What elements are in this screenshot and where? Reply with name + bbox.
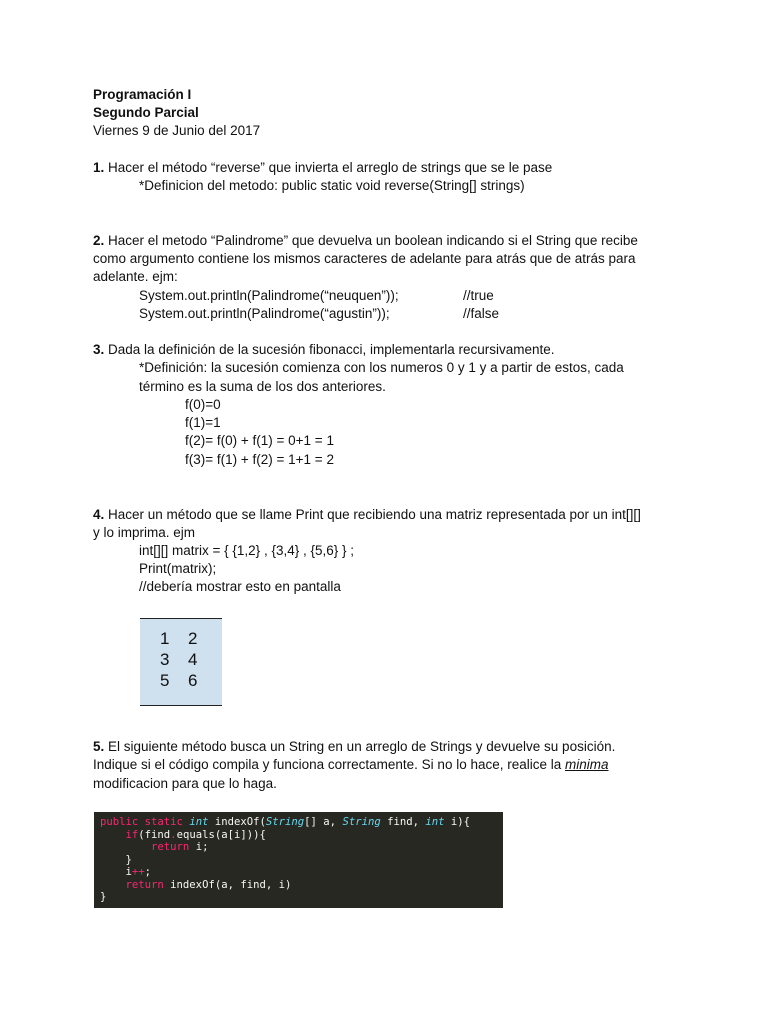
fibonacci-f3: f(3)= f(1) + f(2) = 1+1 = 2 <box>185 452 334 467</box>
course-title: Programación I <box>93 87 192 102</box>
code-line-2: if(find.equals(a[i])){ <box>125 828 266 841</box>
code-line-3: return i; <box>151 841 209 853</box>
palindrome-example-1-comment: //true <box>463 288 494 303</box>
exam-date: Viernes 9 de Junio del 2017 <box>93 123 261 138</box>
matrix-code-3: //debería mostrar esto en pantalla <box>139 579 341 594</box>
question-2-line-2: como argumento contiene los mismos caracteres de adelante para atrás que de atrás para <box>93 251 636 266</box>
code-line-1: public static int indexOf(String[] a, String find, int i){ <box>100 816 471 828</box>
matrix-output <box>140 618 222 706</box>
matrix-code-2: Print(matrix); <box>139 561 217 576</box>
question-1-definition: *Definicion del metodo: public static void reverse(String[] strings) <box>139 178 525 193</box>
matrix-code-1: int[][] matrix = { {1,2} , {3,4} , {5,6} } ; <box>139 543 355 558</box>
exam-title: Segundo Parcial <box>93 105 199 120</box>
matrix-cell: 2 <box>188 629 198 648</box>
matrix-cell: 5 <box>160 671 170 690</box>
palindrome-example-1: System.out.println(Palindrome(“neuquen”)); <box>139 288 399 303</box>
code-line-6: return indexOf(a, find, i) <box>125 878 292 891</box>
question-4-line-2: y lo imprima. ejm <box>93 525 196 540</box>
question-5: 5. El siguiente método busca un String en un arreglo de Strings y devuelve su posición. <box>93 739 616 754</box>
question-2-line-3: adelante. ejm: <box>93 269 178 284</box>
palindrome-example-2-comment: //false <box>463 306 500 321</box>
code-line-4: } <box>125 853 132 866</box>
question-5-line-2: Indique si el código compila y funciona correctamente. Si no lo hace, realice la minima <box>93 757 609 772</box>
question-5-line-3: modificacion para que lo haga. <box>93 776 277 791</box>
fibonacci-f0: f(0)=0 <box>185 397 221 412</box>
code-snippet <box>94 812 503 908</box>
matrix-cell: 4 <box>188 650 198 669</box>
matrix-cell: 1 <box>160 629 170 648</box>
question-4: 4. Hacer un método que se llame Print que recibiendo una matriz representada por un int[][] <box>93 507 641 522</box>
matrix-cell: 3 <box>160 650 170 669</box>
question-2: 2. Hacer el metodo “Palindrome” que devuelva un boolean indicando si el String que recibe <box>93 233 638 248</box>
question-3: 3. Dada la definición de la sucesión fibonacci, implementarla recursivamente. <box>93 342 555 357</box>
palindrome-example-2: System.out.println(Palindrome(“agustin”)); <box>139 306 390 321</box>
fibonacci-f1: f(1)=1 <box>185 415 221 430</box>
code-line-7: } <box>100 891 107 903</box>
fibonacci-definition-1: *Definición: la sucesión comienza con los numeros 0 y 1 y a partir de estos, cada <box>139 360 624 375</box>
fibonacci-definition-2: término es la suma de los dos anteriores. <box>139 379 386 394</box>
matrix-cell: 6 <box>188 671 198 690</box>
question-1: 1. Hacer el método “reverse” que invierta el arreglo de strings que se le pase <box>93 160 553 175</box>
fibonacci-f2: f(2)= f(0) + f(1) = 0+1 = 1 <box>185 433 334 448</box>
code-line-5: i++; <box>125 866 152 878</box>
